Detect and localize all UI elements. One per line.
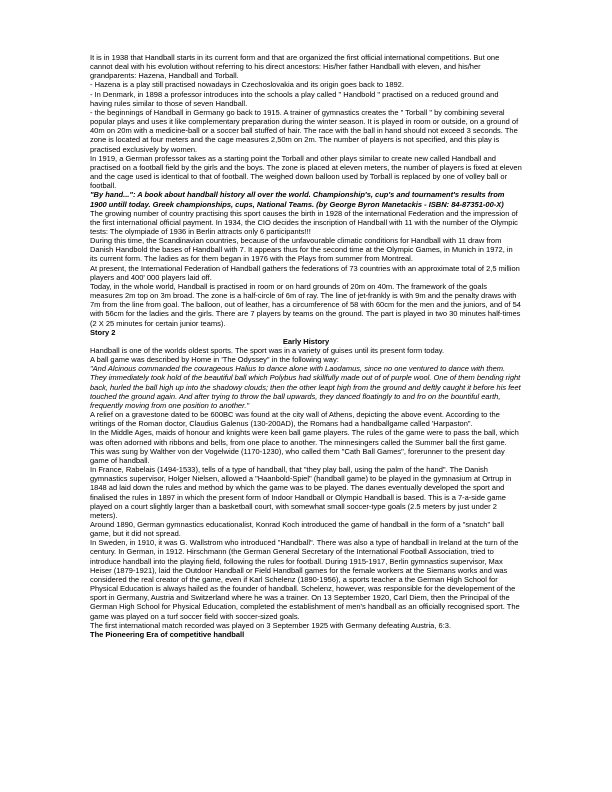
paragraph-1919-professor: In 1919, a German professor takes as a starting point the Torball and other plays similar to create new called Handball and practised on a football field by the girls and the boys. The zone is placed at eleven meters, the number of players is fixed at eleven and the cage used is identical to that of football. The weighed down balloon used by Torball is replaced by one of volley ball or football. [90, 153, 522, 191]
paragraph-germany-torball: - the beginnings of Handball in Germany go back to 1915. A trainer of gymnastics creates the " Torball " by combining several popular plays and uses it like complementary preparation during the winter season. It is played in room or outside, on a ground of 40m on 20m with a medicine-ball or a soccer ball stuffed of hair. The race with the ball in hand should not exceed 3 seconds. The zone is located at four meters and the cage measures 2,50m on 2m. The number of players is not specified, and this play is practised exclusively by women. [90, 107, 519, 154]
section-title-early-history: Early History [282, 336, 330, 346]
paragraph-middle-ages: In the Middle Ages, maids of honour and knights were keen ball game players. The rules of the game were to pass the ball, which was often adorned with ribbons and bells, from one place to another. The minnesingers called the Summer ball the first game. This was sung by Walther von der Vogelwide (1170-1230), who called them "Cath Ball Games", forerunner to the present day game of handball. [90, 428, 519, 465]
section-title-pioneering-era: The Pioneering Era of competitive handball [90, 629, 245, 639]
paragraph-oldest-sports: Handball is one of the worlds oldest sports. The sport was in a variety of guises until its present form today. [90, 346, 445, 355]
paragraph-federation-present: At present, the International Federation of Handball gathers the federations of 73 countries with an approximate total of 2,5 million players and 400' 000 players laid off. [90, 263, 520, 282]
paragraph-scandinavian: During this time, the Scandinavian countries, because of the unfavourable climatic conditions for Handball with 11 draw from Danish Handbold the bases of Handball with 7. It appears thus for the second time at the Olympic Games, in Munich in 1972, in its current form. The ladies as for them began in 1976 with the Plays from summer from Montreal. [90, 236, 513, 264]
document-page [90, 53, 522, 639]
book-reference: "By hand...": A book about handball history all over the world. Championship's, cup's and tournament's results from 1900 untill today. Greek championships, cups, National Teams. (by George Byron Manetackis - ISBN: 84-87351-00-X) [90, 190, 505, 209]
paragraph-first-international-match: The first international match recorded was played on 3 September 1925 with Germany defeating Austria, 6:3. [90, 620, 452, 630]
paragraph-gravestone: A relief on a gravestone dated to be 600BC was found at the city wall of Athens, depicting the above event. According to the writings of the Roman doctor, Claudius Galenus (130-200AD), the Romans had a handballgame called 'Harpaston". [90, 410, 500, 429]
paragraph-sweden-1910: In Sweden, in 1910, it was G. Wallstrom who introduced "Handball". There was also a type of handball in Ireland at the turn of the century. In German, in 1912. Hirschmann (the German General Secretary of the International Football Association, tried to introduce handball into the playing field, following the rules for football. During 1915-1917, Berlin gymnastics supervisor, Max Heiser (1879-1921), laid the Outdoor Handball or Field Handball games for the female workers at the Siemans works and was considered the real creator of the game, even if Karl Schelenz (1890-1956), a sports teacher a the German High School for Physical Education is always hailed as the founder of handball. Schelenz, however, was responsible for the developement of the sport in Germany, Austria and Switzerland where he was a trainer. On 13 September 1920, Carl Diem, then the Principal of the German High School for Physical Education, completed the establishment of men's handball as an officially recognised sport. The game was played on a turf soccer field with soccer-sized goals. [90, 538, 520, 621]
paragraph-konrad-koch: Around 1890, German gymnastics educationalist, Konrad Koch introduced the game of handball in the form of a "snatch" ball game, but it did not spread. [90, 519, 504, 539]
odyssey-quote: "And Alcinous commanded the courageous Halius to dance alone with Laodamus, since no one ventured to dance with them. They immediately took hold of the beautiful ball which Polybus had skillfully made out of of purple wool. One of them bending right back, hurled the ball high up into the shadowy clouds; then the other leapt high from the ground and deftly caught it before his feet touched the ground again. And after trying to throw the ball upwards, they danced floatingly to and fro on the bountiful earth, frequently moving from one position to another." [90, 364, 521, 410]
paragraph-today-rules: Today, in the whole world, Handball is practised in room or on hard grounds of 20m on 40m. The framework of the goals measures 2m top on 3m broad. The zone is a half-circle of 6m of ray. The line of jet-frankly is with 9m and the penalty draws with 7m from the line from goal. The balloon, out of leather, has a circumference of 58 with 60cm for the men and the juniors, and of 54 with 56cm for the ladies and the girls. There are 7 players by teams on the ground. The part is played in two 30 minutes half-times (2 X 25 minutes for certain junior teams). [90, 281, 521, 328]
paragraph-denmark-handbold: - In Denmark, in 1898 a professor introduces into the schools a play called " Handbold " practised on a reduced ground and having rules similar to those of seven Handball. [90, 89, 499, 108]
paragraph-hazena: - Hazena is a play still practised nowadays in Czechoslovakia and its origin goes back to 1892. [90, 80, 404, 90]
paragraph-1938-origins: It is in 1938 that Handball starts in its current form and that are organized the first official international competitions. But one cannot deal with his evolution without referring to his direct ancestors: His/her father Handball with eleven, and his/her grandparents: Hazena, Handball and Torball. [90, 53, 500, 81]
paragraph-federation-1928: The growing number of country practising this sport causes the birth in 1928 of the international Federation and the impression of the first international official payment. In 1934, the CIO decides the inscription of Handball with 11 with the number of the Olympic tests: The olympiade of 1936 in Berlin attracts only 6 participants!!! [90, 208, 518, 236]
paragraph-france-rabelais: In France, Rabelais (1494-1533), tells of a type of handball, that "they play ball, using the palm of the hand". The Danish gymnastics supervisor, Holger Nielsen, allowed a "Haanbold-Spiel" (handball game) to be played in the gymnasium at Ortrup in 1848 ad laid down the rules and method by which the game was to be played. The danes eventually developed the sport and finalised the rules in 1897 in which the present form of Indoor Handball or Olympic Handball is based. This is a 7-a-side game played on a court slightly larger than a basketball court, with somewhat small soccer-type goals (2.5 meters by just under 2 meters). [90, 465, 512, 520]
story-heading: Story 2 [90, 327, 116, 337]
paragraph-odyssey-intro: A ball game was described by Home in 'The Odyssey" in the following way: [90, 355, 339, 365]
